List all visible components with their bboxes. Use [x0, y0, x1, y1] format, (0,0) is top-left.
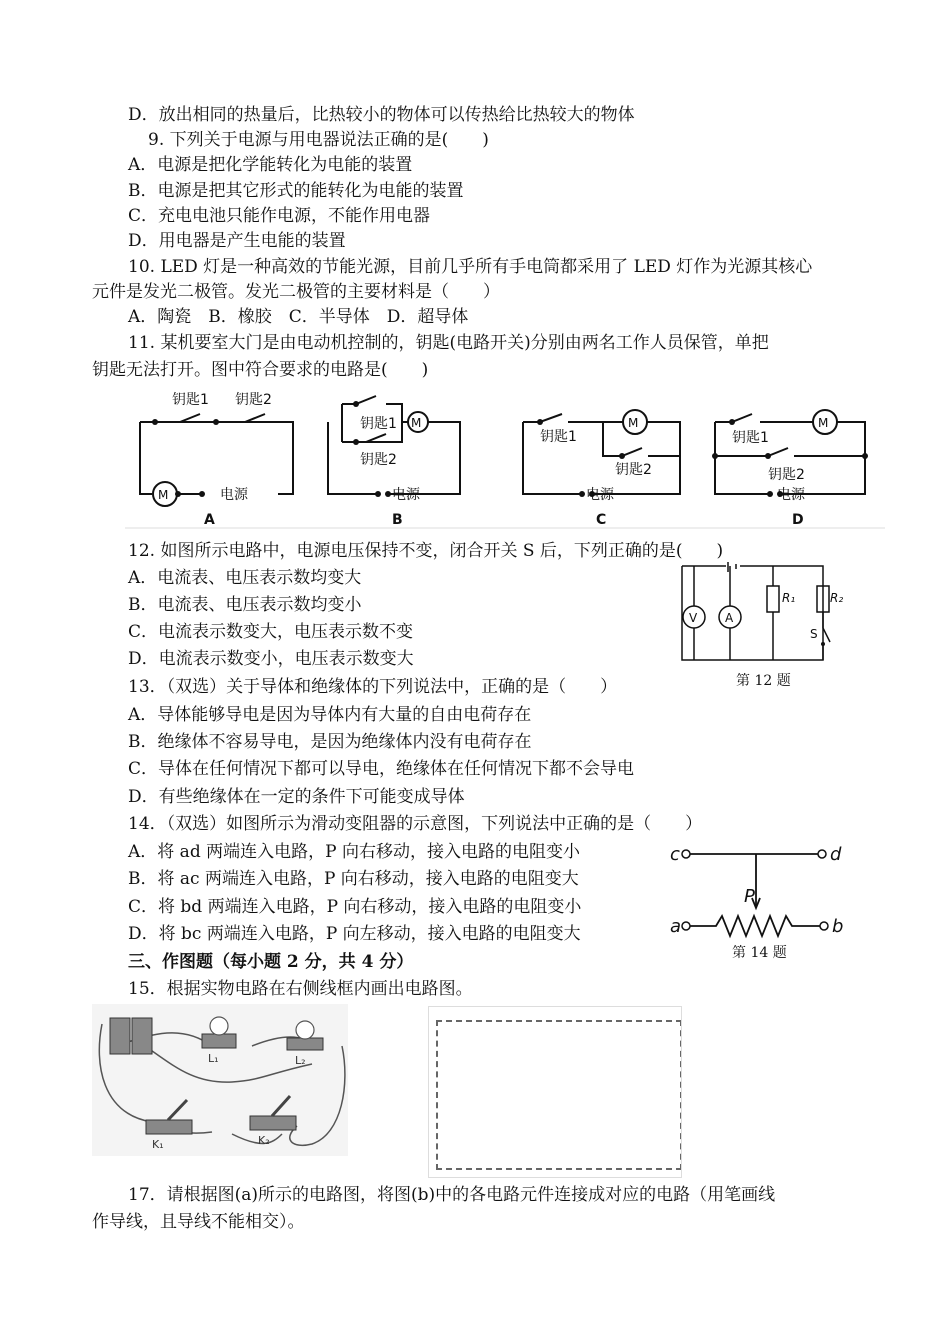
fig11-a-key2: 钥匙2 — [235, 392, 272, 408]
fig15-bulb-l2: L₂ — [295, 1054, 306, 1067]
fig14-terminal-d: d — [830, 844, 842, 865]
q9-stem: 9. 下列关于电源与用电器说法正确的是( ) — [148, 130, 489, 150]
fig11-d-key1: 钥匙1 — [732, 430, 769, 446]
fig12-r1: R₁ — [782, 591, 796, 605]
q14-option-c: C．将 bd 两端连入电路，P 向右移动，接入电路的电阻变小 — [128, 897, 582, 917]
q9-option-d: D．用电器是产生电能的装置 — [128, 231, 346, 251]
q14-option-d: D．将 bc 两端连入电路，P 向左移动，接入电路的电阻变大 — [128, 924, 581, 944]
fig11-b-motor: M — [411, 416, 422, 430]
q13-stem: 13．（双选）关于导体和绝缘体的下列说法中，正确的是（ ） — [128, 677, 618, 697]
fig11-c-key2: 钥匙2 — [615, 462, 652, 478]
section-3-heading: 三、作图题（每小题 2 分，共 4 分） — [128, 952, 414, 972]
fig11-label-d: D — [792, 512, 804, 528]
fig12-ammeter: A — [725, 611, 734, 625]
q8-option-d: D．放出相同的热量后，比热较小的物体可以传热给比热较大的物体 — [128, 105, 635, 125]
fig15-switch-k1: K₁ — [152, 1138, 164, 1151]
q14-option-a: A．将 ad 两端连入电路，P 向右移动，接入电路的电阻变小 — [128, 842, 580, 862]
fig11-c-motor: M — [628, 416, 639, 430]
q9-option-a: A．电源是把化学能转化为电能的装置 — [128, 155, 413, 175]
q13-option-a: A．导体能够导电是因为导体内有大量的自由电荷存在 — [128, 705, 532, 725]
q12-circuit-figure — [678, 562, 848, 666]
q14-rheostat-figure — [664, 836, 860, 940]
fig11-label-c: C — [596, 512, 607, 528]
q12-option-b: B．电流表、电压表示数均变小 — [128, 595, 362, 615]
fig14-caption: 第 14 题 — [732, 945, 787, 961]
fig11-d-key2: 钥匙2 — [768, 467, 805, 483]
q13-option-c: C．导体在任何情况下都可以导电，绝缘体在任何情况下都不会导电 — [128, 759, 635, 779]
q11-stem-line1: 11. 某机要室大门是由电动机控制的，钥匙(电路开关)分别由两名工作人员保管，单把 — [128, 333, 769, 353]
q15-frame-outline — [428, 1006, 682, 1178]
q10-stem-line2: 元件是发光二极管。发光二极管的主要材料是（ ） — [92, 282, 500, 302]
fig11-b-key2: 钥匙2 — [360, 452, 397, 468]
fig11-d-motor: M — [818, 416, 829, 430]
fig15-switch-k2: K₂ — [258, 1134, 270, 1147]
fig12-switch: S — [810, 627, 818, 641]
q15-stem: 15．根据实物电路在右侧线框内画出电路图。 — [128, 979, 473, 999]
fig14-terminal-c: c — [670, 844, 680, 865]
fig11-c-key1: 钥匙1 — [540, 429, 577, 445]
q11-circuit-figures — [120, 384, 885, 530]
q12-stem: 12. 如图所示电路中，电源电压保持不变，闭合开关 S 后，下列正确的是( ) — [128, 541, 724, 561]
q14-option-b: B．将 ac 两端连入电路，P 向右移动，接入电路的电阻变大 — [128, 869, 579, 889]
q13-option-b: B．绝缘体不容易导电，是因为绝缘体内没有电荷存在 — [128, 732, 532, 752]
q14-stem: 14．（双选）如图所示为滑动变阻器的示意图，下列说法中正确的是（ ） — [128, 814, 703, 834]
fig15-bulb-l1: L₁ — [208, 1052, 219, 1065]
q13-option-d: D．有些绝缘体在一定的条件下可能变成导体 — [128, 787, 465, 807]
fig11-label-a: A — [204, 512, 215, 528]
q10-stem-line1: 10. LED 灯是一种高效的节能光源，目前几乎所有手电筒都采用了 LED 灯作为光源其核心 — [128, 257, 813, 277]
fig11-d-power: 电源 — [777, 487, 805, 503]
q9-option-c: C．充电电池只能作电源，不能作用电器 — [128, 206, 431, 226]
fig12-voltmeter: V — [689, 611, 698, 625]
q9-option-b: B．电源是把其它形式的能转化为电能的装置 — [128, 181, 464, 201]
fig11-a-key1: 钥匙1 — [172, 392, 209, 408]
fig11-a-motor: M — [158, 488, 169, 502]
q17-stem-line2: 作导线，且导线不能相交）。 — [92, 1212, 305, 1232]
fig14-terminal-b: b — [832, 916, 844, 937]
fig11-label-b: B — [392, 512, 403, 528]
fig12-r2: R₂ — [830, 591, 844, 605]
q10-options: A．陶瓷 B．橡胶 C．半导体 D．超导体 — [128, 307, 469, 327]
fig11-b-key1: 钥匙1 — [360, 416, 397, 432]
fig14-slider-p: P — [744, 886, 755, 907]
q12-option-c: C．电流表示数变大，电压表示数不变 — [128, 622, 414, 642]
fig12-caption: 第 12 题 — [736, 673, 791, 689]
fig11-a-power: 电源 — [220, 487, 248, 503]
q12-option-a: A．电流表、电压表示数均变大 — [128, 568, 362, 588]
q11-stem-line2: 钥匙无法打开。图中符合要求的电路是( ) — [92, 360, 429, 380]
fig11-c-power: 电源 — [586, 487, 614, 503]
q15-physical-circuit — [92, 1004, 348, 1156]
q17-stem-line1: 17．请根据图(a)所示的电路图，将图(b)中的各电路元件连接成对应的电路（用笔画线 — [128, 1185, 776, 1205]
q12-option-d: D．电流表示数变小，电压表示数变大 — [128, 649, 414, 669]
fig11-b-power: 电源 — [392, 487, 420, 503]
fig14-terminal-a: a — [670, 916, 682, 937]
